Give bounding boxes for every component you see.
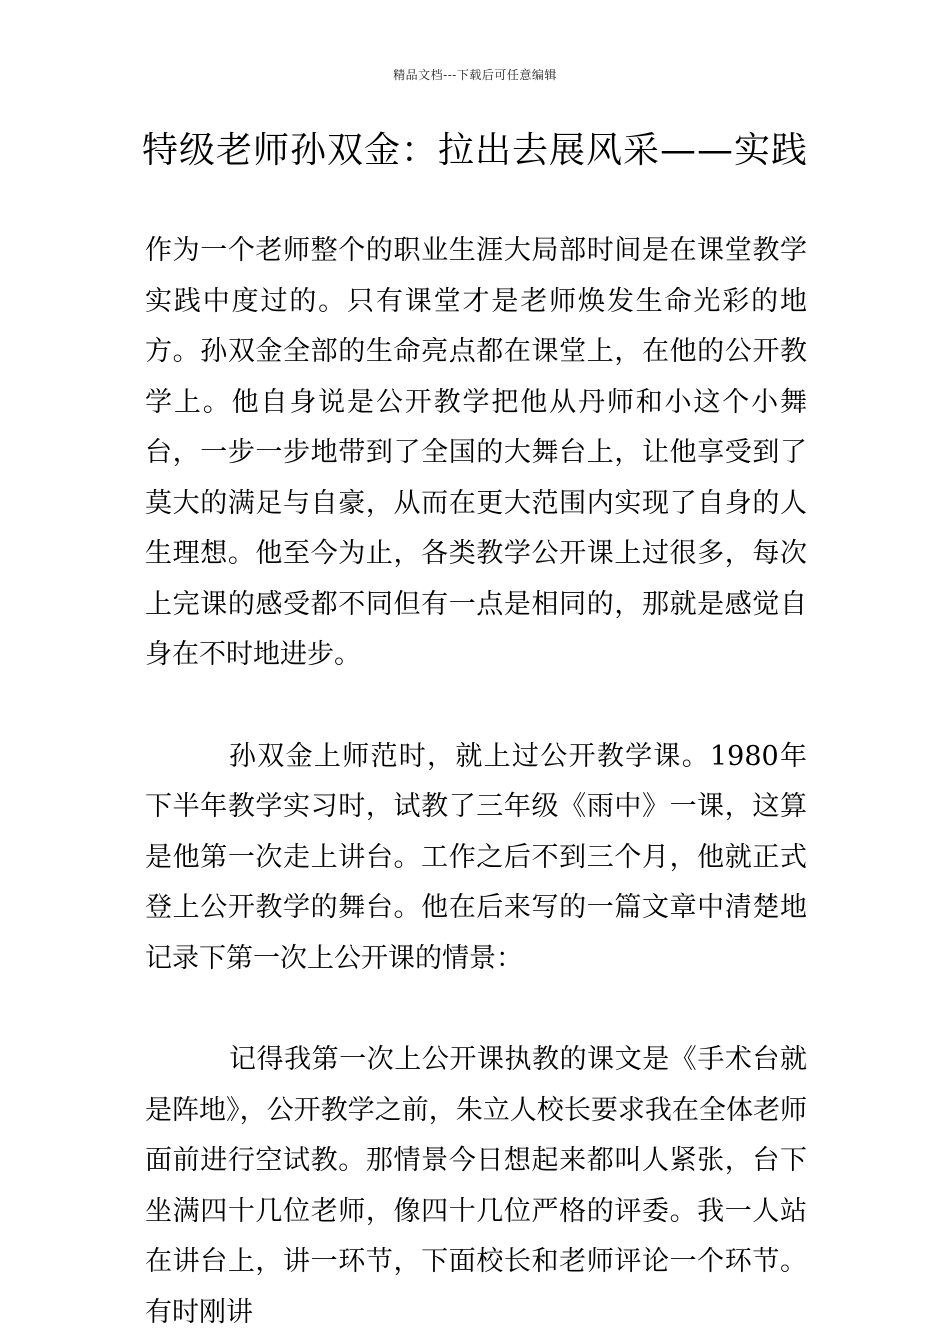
document-title: 特级老师孙双金：拉出去展风采——实践	[141, 130, 808, 171]
paragraph-spacer	[145, 984, 807, 1035]
paragraph-1: 作为一个老师整个的职业生涯大局部时间是在课堂教学实践中度过的。只有课堂才是老师焕发生命光彩的地方。孙双金全部的生命亮点都在课堂上，在他的公开教学上。他自身说是公开教学把他从丹师和小这个小舞台，一步一步地带到了全国的大舞台上，让他享受到了莫大的满足与自豪，从而在更大范围内实现了自身的人生理想。他至今为止，各类教学公开课上过很多，每次上完课的感受都不同但有一点是相同的，那就是感觉自身在不时地进步。	[145, 235, 807, 670]
paragraph-2: 孙双金上师范时，就上过公开教学课。1980年下半年教学实习时，试教了三年级《雨中》一课，这算是他第一次走上讲台。工作之后不到三个月，他就正式登上公开教学的舞台。他在后来写的一篇文章中清楚地记录下第一次上公开课的情景：	[145, 740, 807, 974]
header-note: 精品文档---下载后可任意编辑	[393, 68, 557, 82]
paragraph-3: 记得我第一次上公开课执教的课文是《手术台就是阵地》，公开教学之前，朱立人校长要求我在全体老师面前进行空试教。那情景今日想起来都叫人紧张，台下坐满四十几位老师，像四十几位严格的评委。我一人站在讲台上，讲一环节，下面校长和老师评论一个环节。有时刚讲	[145, 1044, 807, 1328]
paragraph-spacer	[145, 681, 807, 732]
document-body	[145, 226, 807, 1338]
